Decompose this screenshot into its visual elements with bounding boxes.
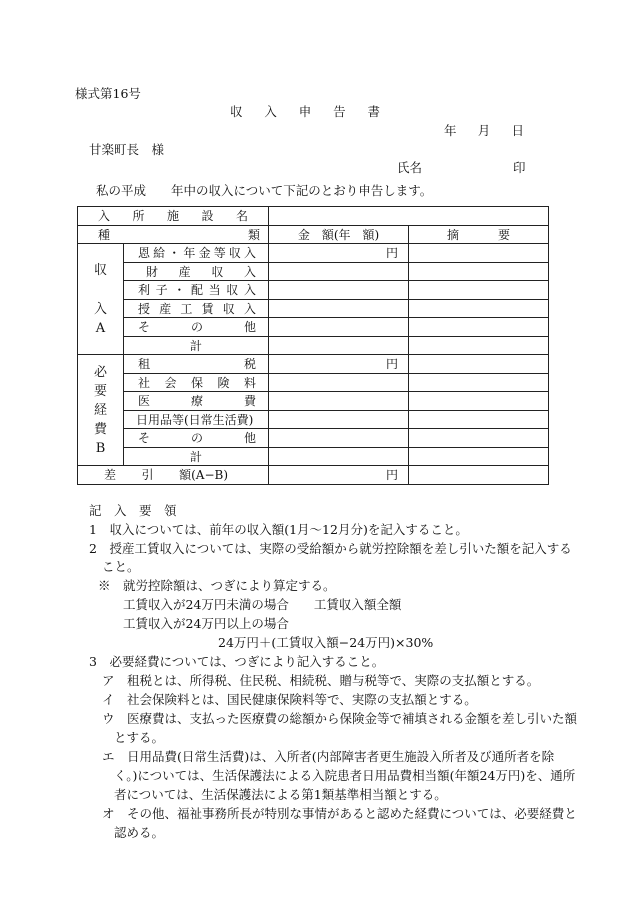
- income-other-amount[interactable]: [269, 318, 409, 337]
- expense-total-row: [78, 447, 549, 466]
- income-other: そ の 他: [124, 318, 269, 337]
- income-property: 財 産 収 入: [124, 262, 269, 281]
- expense-tax-remarks[interactable]: [409, 355, 549, 374]
- form-number: 様式第16号: [75, 86, 141, 101]
- income-other-remarks[interactable]: [409, 318, 549, 337]
- note-u-cont: とする。: [114, 730, 165, 745]
- difference-remarks[interactable]: [409, 466, 549, 485]
- expense-other-amount[interactable]: [269, 429, 409, 448]
- income-pension-remarks[interactable]: [409, 244, 549, 263]
- note-2: 2 授産工賃収入については、実際の受給額から就労控除額を差し引いた額を記入する: [89, 541, 572, 556]
- income-workshop-amount[interactable]: [269, 299, 409, 318]
- expense-other-remarks[interactable]: [409, 429, 549, 448]
- header-row: [78, 225, 549, 244]
- note-a: ア 租税とは、所得税、住民税、相続税、贈与税等で、実際の支払額とする。: [102, 673, 540, 688]
- kind-header: 種 類: [78, 225, 269, 244]
- expense-tax-amount[interactable]: 円: [269, 355, 409, 374]
- expense-b-label: 必 要 経 費 B: [78, 355, 124, 466]
- note-u: ウ 医療費は、支払った医療費の総額から保険金等で補填される金額を差し引いた額: [102, 711, 578, 726]
- name-label: 氏名: [397, 160, 423, 175]
- expense-medical: 医 療 費: [124, 392, 269, 411]
- income-property-amount[interactable]: [269, 262, 409, 281]
- expense-social-insurance-amount[interactable]: [269, 373, 409, 392]
- note-under-24: 工賃収入が24万円未満の場合 工賃収入額全額: [123, 597, 402, 612]
- expense-medical-amount[interactable]: [269, 392, 409, 411]
- expense-row: [78, 429, 549, 448]
- income-total-label: 計: [124, 336, 269, 355]
- income-declaration-table: [77, 206, 549, 485]
- expense-total-label: 計: [124, 447, 269, 466]
- document-title: 収 入 申 告 書: [230, 104, 380, 119]
- expense-tax: 租 税: [124, 355, 269, 374]
- note-2-cont: こと。: [102, 559, 140, 574]
- income-total-amount[interactable]: [269, 336, 409, 355]
- income-total-remarks[interactable]: [409, 336, 549, 355]
- expense-total-remarks[interactable]: [409, 447, 549, 466]
- note-o: オ その他、福祉事務所長が特別な事情があると認めた経費については、必要経費と: [102, 806, 577, 821]
- expense-daily-goods-amount[interactable]: [269, 410, 409, 429]
- expense-social-insurance: 社 会 保 険 料: [124, 373, 269, 392]
- note-formula: 24万円＋(工賃収入額−24万円)×30%: [218, 635, 434, 650]
- note-asterisk: ※ 就労控除額は、つぎにより算定する。: [98, 578, 336, 593]
- income-row: [78, 262, 549, 281]
- facility-row: [78, 207, 549, 226]
- note-e-cont: く。)については、生活保護法による入院患者日用品費相当額(年額24万円)を、通所: [114, 768, 576, 783]
- amount-header: 金 額(年 額): [269, 225, 409, 244]
- intro-text: 私の平成 年中の収入について下記のとおり申告します。: [96, 183, 433, 198]
- difference-row: [78, 466, 549, 485]
- income-a-label: 収 入 A: [78, 244, 124, 355]
- income-row: [78, 318, 549, 337]
- facility-value[interactable]: [269, 207, 549, 226]
- expense-row: [78, 392, 549, 411]
- income-property-remarks[interactable]: [409, 262, 549, 281]
- expense-daily-goods-remarks[interactable]: [409, 410, 549, 429]
- income-interest-remarks[interactable]: [409, 281, 549, 300]
- note-1: 1 収入については、前年の収入額(1月～12月分)を記入すること。: [89, 522, 468, 537]
- date-field: 年 月 日: [444, 123, 524, 138]
- expense-total-amount[interactable]: [269, 447, 409, 466]
- notes-title: 記 入 要 領: [89, 503, 177, 518]
- income-total-row: [78, 336, 549, 355]
- income-interest-amount[interactable]: [269, 281, 409, 300]
- note-over-24: 工賃収入が24万円以上の場合: [123, 616, 289, 631]
- expense-social-insurance-remarks[interactable]: [409, 373, 549, 392]
- income-workshop-remarks[interactable]: [409, 299, 549, 318]
- income-row: [78, 281, 549, 300]
- note-3: 3 必要経費については、つぎにより記入すること。: [89, 654, 385, 669]
- difference-amount[interactable]: 円: [269, 466, 409, 485]
- note-i: イ 社会保険料とは、国民健康保険料等で、実際の支払額とする。: [102, 692, 477, 707]
- facility-label: 入 所 施 設 名: [78, 207, 269, 226]
- expense-row: [78, 355, 549, 374]
- expense-other: そ の 他: [124, 429, 269, 448]
- income-interest: 利 子 ・ 配 当 収 入: [124, 281, 269, 300]
- expense-medical-remarks[interactable]: [409, 392, 549, 411]
- remarks-header: 摘 要: [409, 225, 549, 244]
- difference-label: 差 引 額(A−B): [78, 466, 269, 485]
- note-e-cont2: 者については、生活保護法による第1類基準相当額とする。: [114, 787, 447, 802]
- income-workshop: 授 産 工 賃 収 入: [124, 299, 269, 318]
- expense-row: [78, 373, 549, 392]
- note-o-cont: 認める。: [114, 825, 165, 840]
- seal-label: 印: [513, 160, 526, 175]
- income-row: [78, 244, 549, 263]
- expense-row: [78, 410, 549, 429]
- income-pension-amount[interactable]: 円: [269, 244, 409, 263]
- note-e: エ 日用品費(日常生活費)は、入所者(内部障害者更生施設入所者及び通所者を除: [102, 749, 555, 764]
- income-pension: 恩 給 ・ 年 金 等 収 入: [124, 244, 269, 263]
- addressee: 甘楽町長 様: [89, 142, 165, 157]
- expense-daily-goods: 日用品等(日常生活費): [124, 410, 269, 429]
- income-row: [78, 299, 549, 318]
